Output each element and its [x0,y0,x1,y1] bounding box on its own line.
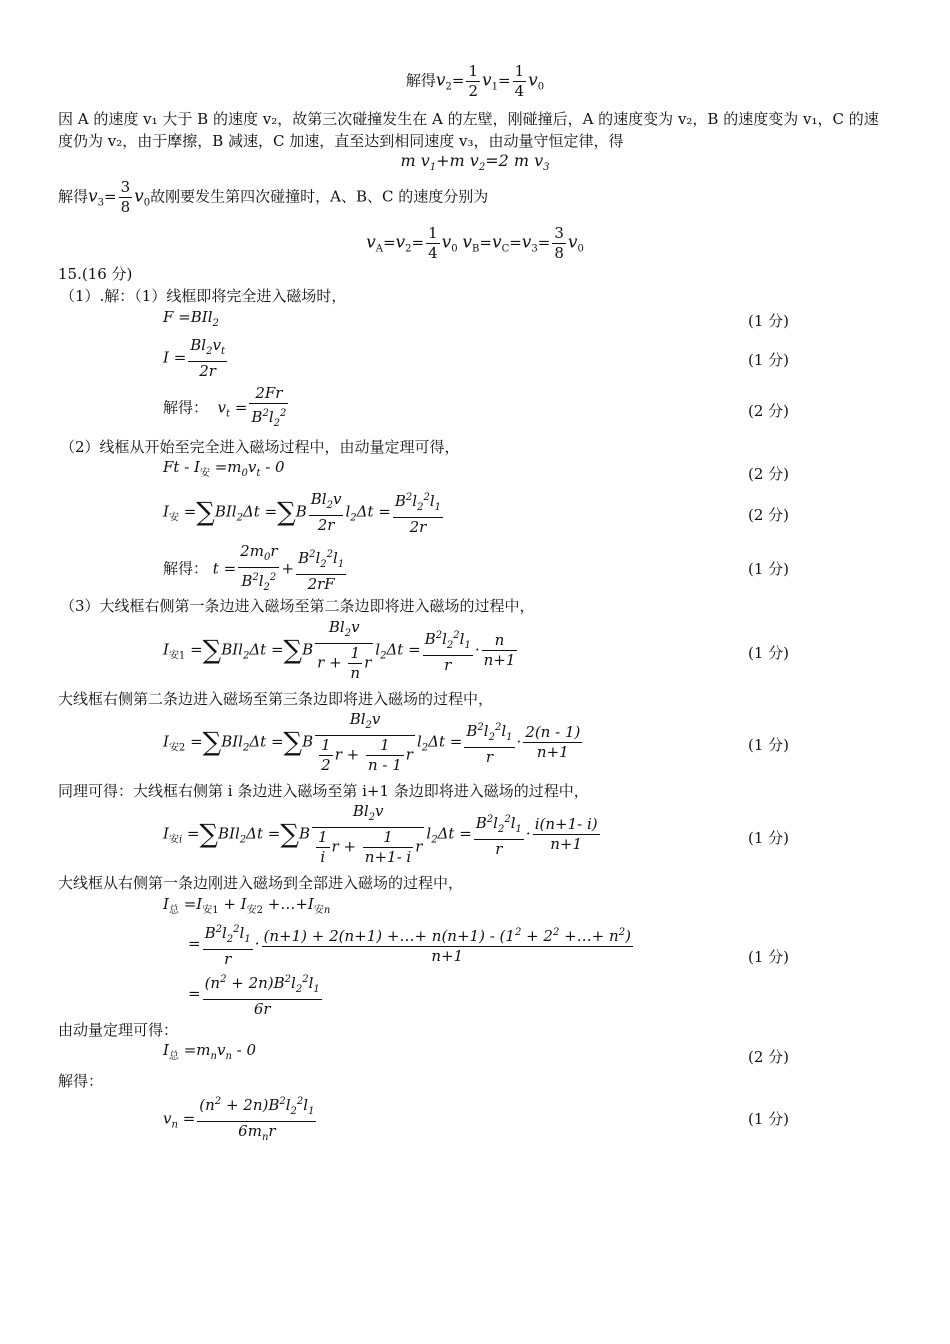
part-3-ith-edge: 同理可得：大线框右侧第 i 条边进入磁场至第 i+1 条边即将进入磁场的过程中， [58,782,589,800]
equation-ampere-i: $I_{安i} =\sum BIl_2\Delta t =\sum B$ $Bl_2v$ $\frac{1}{i}$ r + $\frac{1}{n+1- i}$ r $l_2\Delta t$ = $\frac{B^2l_2^2l_1}{r}$ · $\frac{i(n+1- i)}{n+1}$ [163,802,598,866]
equation-total-result: = $\frac{(n^2 + 2n)B^2l_2^2l_1}{6r}$ [188,970,324,1019]
equation-total-sum: $I_总 =I_{安1} + I_{安2}$ $+\dots+I_{安n}$ [163,895,331,916]
points-3: (2 分) [748,402,790,420]
equation-momentum-final: $I_总 =m_nv_n - 0$ [163,1041,257,1062]
part-2-intro: （2）线框从开始至完全进入磁场过程中，由动量定理可得， [60,438,460,456]
points-8: (1 分) [748,736,790,754]
text-solve-1: 解得： [163,398,209,417]
equation-ampere-impulse: $I_安 =\sum BIl_2\Delta t =\sum B$ $\frac{Bl_2v}{2r}$ $l_2\Delta t$ = $\frac{B^2l_2^2l_1}{2r}$ [163,490,441,536]
text-solve-v3: 解得 [58,187,89,206]
points-9: (1 分) [748,829,790,847]
part-3-intro: （3）大线框右侧第一条边进入磁场至第二条边即将进入磁场的过程中， [60,597,535,615]
part-1-intro: （1）.解：（1）线框即将完全进入磁场时， [60,287,347,305]
equation-v3: 解得$v_3=$ $\frac{3}{8}$ $v_0$故刚要发生第四次碰撞时，A、B、C 的速度分别为 [58,178,489,216]
points-5: (2 分) [748,506,790,524]
equation-ampere-2: $I_{安2} =\sum BIl_2\Delta t =\sum B$ $Bl_2v$ $\frac{1}{2}$ r + $\frac{1}{n - 1}$ r $l_2\Delta t$ = $\frac{B^2l_2^2l_1}{r}$ · $\frac{2(n - 1)}{n+1}$ [163,710,581,774]
points-11: (2 分) [748,1048,790,1066]
question-15-title: 15.(16 分) [58,265,133,283]
equation-vt: 解得： $v_t$ = $\frac{2Fr}{B^2l_2^2}$ [163,384,287,429]
equation-velocities: $v_A=v_2=$ $\frac{1}{4}$ $v_0$ $v_B=v_C=v_3=$ $\frac{3}{8}$ $v_0$ [366,224,584,262]
points-1: (1 分) [748,312,790,330]
text-fourth-collision: 故刚要发生第四次碰撞时，A、B、C 的速度分别为 [150,187,489,206]
equation-current: I = $\frac{Bl_2v_t}{2r}$ [163,336,225,380]
equation-total-expanded: = $\frac{B^2l_2^2l_1}{r}$ · $\frac{(n+1) + 2(n+1) +\dots+ n(n+1) - (1^2 + 2^2 +\dots+ n^2)}{n+1}$ [188,920,635,969]
points-6: (1 分) [748,560,790,578]
equation-force: F =BIl$_2$ [163,308,219,329]
paragraph-third-collision: 因 A 的速度 v₁ 大于 B 的速度 v₂，故第三次碰撞发生在 A 的左壁，刚碰撞后，A 的速度变为 v₂，B 的速度变为 v₁，C 的速度仍为 v₂，由于摩擦，B 减速，C 加速，直至达到相同速度 v₃，由动量守恒定律，得 [58,110,879,150]
part-3-second-edge: 大线框右侧第二条边进入磁场至第三条边即将进入磁场的过程中， [58,690,494,708]
equation-vn: $v_n$ = $\frac{(n^2 + 2n)B^2l_2^2l_1}{6m_nr}$ [163,1092,318,1147]
final-solve-label: 解得： [58,1072,104,1090]
text-solve-2: 解得： [163,559,209,578]
equation-impulse: $Ft - I_安 =m_0v_t - 0$ [163,458,285,479]
points-7: (1 分) [748,644,790,662]
equation-time: 解得： t = $\frac{2m_0r}{B^2l_2^2}$ + $\frac{B^2l_2^2l_1}{2rF}$ [163,542,345,593]
equation-v2: 解得$v_2=$ $\frac{1}{2}$ $v_1=$ $\frac{1}{4}$ $v_0$ [405,62,545,100]
text-solve: 解得 [405,71,436,90]
points-4: (2 分) [748,465,790,483]
points-2: (1 分) [748,351,790,369]
points-10: (1 分) [748,948,790,966]
part-4-intro: 由动量定理可得： [58,1021,179,1039]
equation-momentum: m $v_1+m$ $v_2=2$ m $v_3$ [400,151,550,174]
part-3-total-intro: 大线框从右侧第一条边刚进入磁场到全部进入磁场的过程中， [58,874,464,892]
equation-ampere-1: $I_{安1} =\sum BIl_2\Delta t =\sum B$ $Bl_2v$ r + $\frac{1}{n}$ r $l_2\Delta t$ = $\frac{B^2l_2^2l_1}{r}$ · $\frac{n}{n+1}$ [163,618,516,682]
points-12: (1 分) [748,1110,790,1128]
